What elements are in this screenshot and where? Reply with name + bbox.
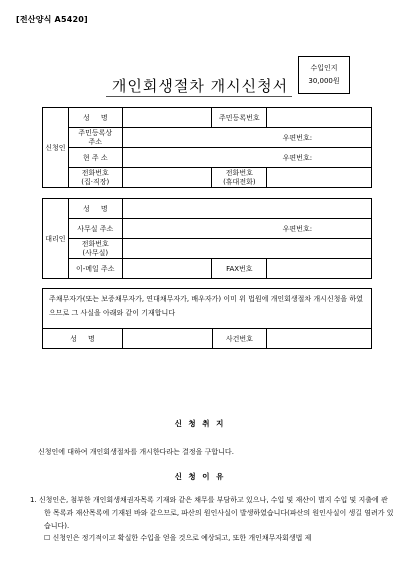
purpose-heading: 신 청 취 지 <box>174 419 226 428</box>
agent-role-label: 대리인 <box>43 199 69 279</box>
applicant-reg-postal-label: 우편번호: <box>282 133 313 142</box>
agent-name-label: 성 명 <box>68 199 122 219</box>
applicant-current-address-field[interactable] <box>122 148 371 168</box>
agent-office-address-label: 사무실 주소 <box>68 219 122 239</box>
related-case-number-field[interactable] <box>267 329 372 349</box>
agent-table <box>42 198 372 279</box>
applicant-curr-postal-label: 우편번호: <box>282 153 313 162</box>
agent-phone-field[interactable] <box>122 239 371 259</box>
related-name-label: 성 명 <box>43 329 123 349</box>
related-case-notice: 주채무자가(또는 보증채무자가, 연대채무자가, 배우자가) 이미 위 법원에 개인회생절차 개시신청을 하였으므로 그 사실을 아래와 같이 기재합니다 <box>42 288 372 328</box>
form-code: [전산양식 A5420] <box>16 15 88 24</box>
stamp-label: 수입인지 <box>310 64 338 72</box>
reason-item-1: 1. 신청인은, 첨부한 개인회생채권자목록 기재와 같은 채무를 부담하고 있으나, 수입 및 재산이 별지 수입 및 지출에 관한 목록과 재산목록에 기재된 바와 같으므로, 파산의 원인사실이 발생하였습니다(파산의 원인사실이 생길 염려가 있습니다). <box>30 496 394 530</box>
agent-email-field[interactable] <box>122 259 212 279</box>
agent-name-field[interactable] <box>122 199 371 219</box>
related-name-field[interactable] <box>122 329 212 349</box>
reason-item-2: ☐ 신청인은 정기적이고 확실한 수입을 얻을 것으로 예상되고, 또한 개인채무자회생법 제 <box>44 534 312 542</box>
applicant-current-address-label: 현 주 소 <box>68 148 122 168</box>
page-title: 개인회생절차 개시신청서 <box>111 77 289 95</box>
purpose-text: 신청인에 대하여 개인회생절차를 개시한다라는 결정을 구합니다. <box>38 448 234 456</box>
agent-fax-field[interactable] <box>267 259 372 279</box>
applicant-table <box>42 107 372 188</box>
agent-email-label: 이-메일 주소 <box>68 259 122 279</box>
applicant-rrn-label: 주민등록번호 <box>212 108 267 128</box>
applicant-name-label: 성 명 <box>68 108 122 128</box>
applicant-name-field[interactable] <box>122 108 212 128</box>
related-case-number-label: 사건번호 <box>212 329 267 349</box>
agent-phone-label: 전화번호 (사무실) <box>68 239 122 259</box>
title-underline <box>106 96 292 97</box>
stamp-amount: 30,000원 <box>308 77 340 85</box>
applicant-phone-mobile-label: 전화번호 (휴대전화) <box>212 168 267 188</box>
applicant-reg-address-label: 주민등록상 주소 <box>68 128 122 148</box>
applicant-role-label: 신청인 <box>43 108 69 188</box>
applicant-reg-address-field[interactable] <box>122 128 371 148</box>
applicant-phone-home-field[interactable] <box>122 168 212 188</box>
applicant-phone-mobile-field[interactable] <box>267 168 372 188</box>
agent-postal-label: 우편번호: <box>282 224 313 233</box>
agent-fax-label: FAX번호 <box>212 259 267 279</box>
related-case-table <box>42 328 372 349</box>
applicant-phone-home-label: 전화번호 (집·직장) <box>68 168 122 188</box>
agent-office-address-field[interactable] <box>122 219 371 239</box>
applicant-rrn-field[interactable] <box>267 108 372 128</box>
reason-heading: 신 청 이 유 <box>174 472 226 481</box>
